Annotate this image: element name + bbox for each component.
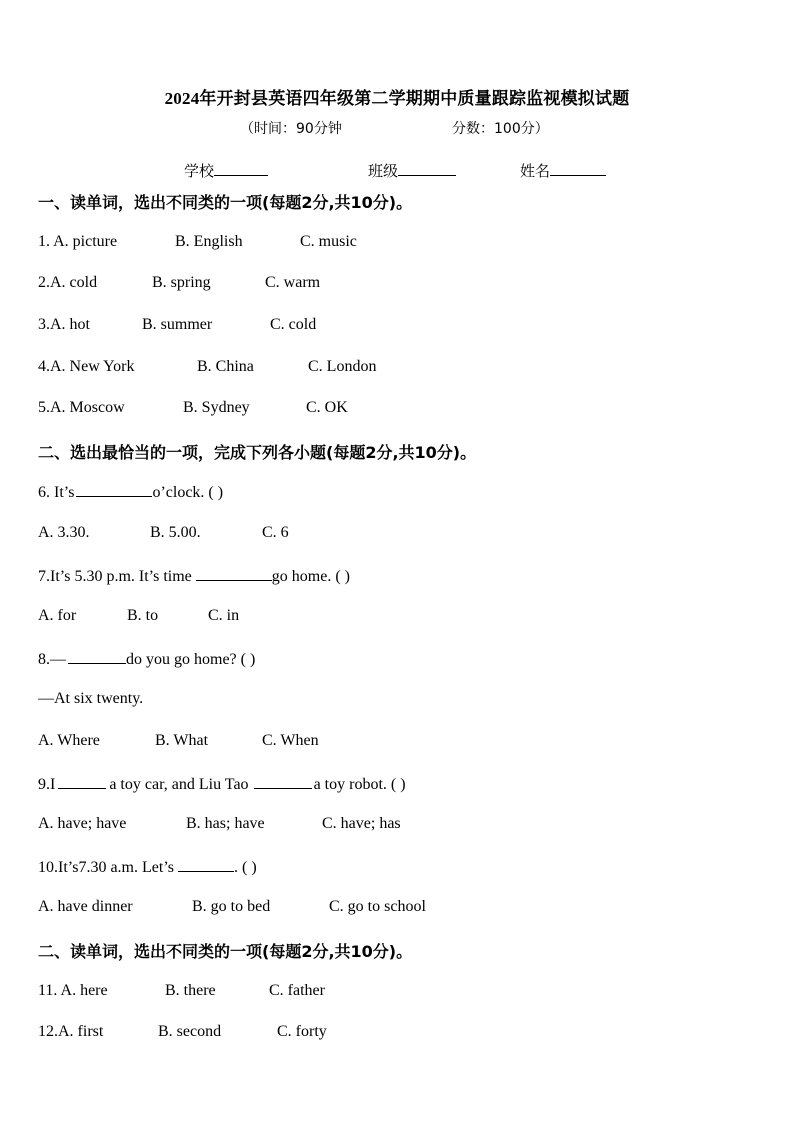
class-label: 班级 bbox=[368, 162, 399, 180]
q9-option-b: B. has; have bbox=[186, 815, 265, 832]
q2-option-a: 2.A. cold bbox=[38, 274, 98, 291]
q4-option-c: C. London bbox=[308, 358, 377, 375]
q10-option-c: C. go to school bbox=[329, 898, 426, 915]
q6-option-b: B. 5.00. bbox=[150, 524, 201, 541]
q10-option-b: B. go to bed bbox=[192, 898, 271, 915]
q6-option-c: C. 6 bbox=[262, 524, 289, 541]
q8-stem-post: do you go home? ( ) bbox=[126, 651, 256, 668]
q2-option-c: C. warm bbox=[265, 274, 321, 291]
q12-option-a: 12.A. first bbox=[38, 1023, 104, 1040]
q11-option-b: B. there bbox=[165, 982, 216, 999]
section-2-heading: 二、选出最恰当的一项，完成下列各小题(每题2分,共10分)。 bbox=[38, 443, 477, 462]
page-title: 2024年开封县英语四年级第二学期期中质量跟踪监视模拟试题 bbox=[164, 89, 630, 108]
q7-stem-pre: 7.It’s 5.30 p.m. It’s time bbox=[38, 568, 192, 585]
q8-answer-line: —At six twenty. bbox=[38, 690, 144, 707]
q6-stem bbox=[38, 482, 223, 502]
q6-blank bbox=[76, 482, 152, 497]
q7-option-c: C. in bbox=[208, 607, 240, 624]
q9-blank-2 bbox=[254, 774, 312, 789]
q5-option-a: 5.A. Moscow bbox=[38, 399, 125, 416]
q7-blank bbox=[196, 566, 272, 581]
q12-option-c: C. forty bbox=[277, 1023, 327, 1040]
q3-option-b: B. summer bbox=[142, 316, 213, 333]
q1-option-b: B. English bbox=[175, 233, 243, 250]
q4-option-b: B. China bbox=[197, 358, 254, 375]
q6-option-a: A. 3.30. bbox=[38, 524, 90, 541]
q9-option-a: A. have; have bbox=[38, 815, 127, 832]
q6-stem-pre: 6. It’s bbox=[38, 484, 75, 501]
q3-option-c: C. cold bbox=[270, 316, 317, 333]
q9-blank-1 bbox=[58, 774, 106, 789]
q8-stem-pre: 8.— bbox=[38, 651, 66, 668]
q6-stem-post: o’clock. ( ) bbox=[152, 484, 224, 501]
q9-stem-post: a toy robot. ( ) bbox=[313, 776, 406, 793]
class-field bbox=[368, 160, 456, 181]
q8-option-c: C. When bbox=[262, 732, 319, 749]
q9-stem-mid: a toy car, and Liu Tao bbox=[109, 776, 249, 793]
section-1-heading: 一、读单词，选出不同类的一项(每题2分,共10分)。 bbox=[38, 193, 413, 212]
q9-stem-pre: 9.I bbox=[38, 776, 56, 793]
q9-option-c: C. have; has bbox=[322, 815, 401, 832]
q9-stem bbox=[38, 774, 406, 794]
q10-stem-pre: 10.It’s7.30 a.m. Let’s bbox=[38, 859, 174, 876]
q8-option-b: B. What bbox=[155, 732, 209, 749]
q5-option-b: B. Sydney bbox=[183, 399, 250, 416]
name-label: 姓名 bbox=[520, 162, 551, 180]
school-field bbox=[184, 160, 268, 181]
q7-option-a: A. for bbox=[38, 607, 77, 624]
q7-stem-post: go home. ( ) bbox=[271, 568, 350, 585]
q2-option-b: B. spring bbox=[152, 274, 211, 291]
q11-option-c: C. father bbox=[269, 982, 325, 999]
section-3-heading: 二、读单词，选出不同类的一项(每题2分,共10分)。 bbox=[38, 942, 413, 961]
q3-option-a: 3.A. hot bbox=[38, 316, 90, 333]
q8-blank bbox=[68, 649, 126, 664]
total-score: 分数：100分） bbox=[452, 121, 549, 137]
name-field bbox=[520, 160, 606, 181]
time-limit: （时间：90分钟 bbox=[240, 121, 342, 137]
q10-stem-post: . ( ) bbox=[233, 859, 257, 876]
q11-option-a: 11. A. here bbox=[38, 982, 108, 999]
q10-stem bbox=[38, 857, 257, 877]
q4-option-a: 4.A. New York bbox=[38, 358, 135, 375]
q1-option-c: C. music bbox=[300, 233, 357, 250]
q12-option-b: B. second bbox=[158, 1023, 222, 1040]
name-blank bbox=[550, 161, 606, 176]
school-blank bbox=[214, 161, 268, 176]
q8-option-a: A. Where bbox=[38, 732, 100, 749]
q10-option-a: A. have dinner bbox=[38, 898, 133, 915]
q1-option-a: 1. A. picture bbox=[38, 233, 118, 250]
school-label: 学校 bbox=[184, 162, 215, 180]
class-blank bbox=[398, 161, 456, 176]
q10-blank bbox=[178, 857, 234, 872]
q5-option-c: C. OK bbox=[306, 399, 348, 416]
q8-stem bbox=[38, 649, 255, 669]
q7-option-b: B. to bbox=[127, 607, 159, 624]
q7-stem bbox=[38, 566, 350, 586]
